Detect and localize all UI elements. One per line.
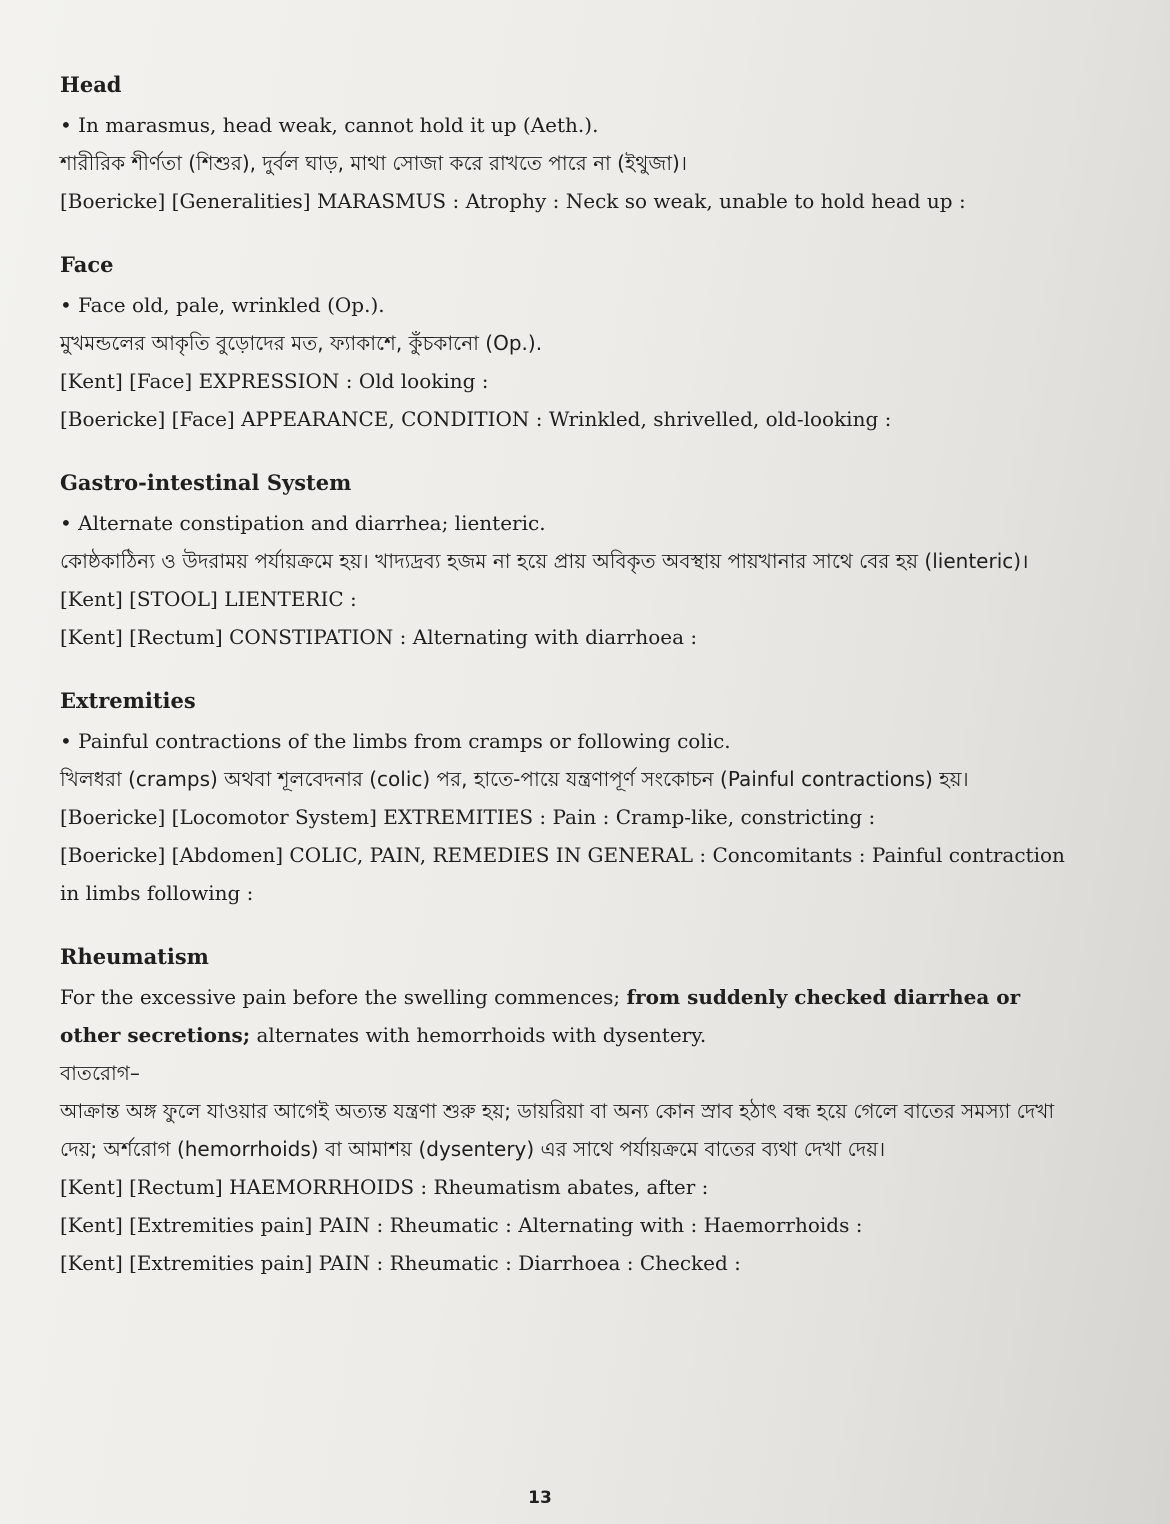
face-bullet: • Face old, pale, wrinkled (Op.).: [60, 286, 1080, 324]
head-bullet: • In marasmus, head weak, cannot hold it up (Aeth.).: [60, 106, 1080, 144]
rheumatism-intro: [60, 978, 1080, 1054]
rheumatism-bengali: আক্রান্ত অঙ্গ ফুলে যাওয়ার আগেই অত্যন্ত যন্ত্রণা শুরু হয়; ডায়রিয়া বা অন্য কোন স্রাব হঠাৎ বন্ধ হয়ে গেলে বাতের সমস্যা দেখা দেয়; অর্শরোগ (hemorrhoids) বা আমাশয় (dysentery) এর সাথে পর্যায়ক্রমে বাতের ব্যথা দেখা দেয়।: [60, 1099, 1055, 1161]
head-bengali: শারীরিক শীর্ণতা (শিশুর), দুর্বল ঘাড়, মাথা সোজা করে রাখতে পারে না (ইথুজা)।: [60, 151, 687, 175]
section-title-gastro: Gastro-intestinal System: [60, 470, 352, 495]
extremities-ref-1: [Boericke] [Locomotor System] EXTREMITIES : Pain : Cramp-like, constricting :: [60, 805, 876, 829]
rheumatism-ref-2: [Kent] [Extremities pain] PAIN : Rheumatic : Alternating with : Haemorrhoids :: [60, 1213, 863, 1237]
gastro-ref-1: [Kent] [STOOL] LIENTERIC :: [60, 587, 357, 611]
extremities-bullet: • Painful contractions of the limbs from cramps or following colic.: [60, 722, 1080, 760]
section-title-head: Head: [60, 72, 122, 97]
section-head: [60, 70, 1080, 220]
gastro-bullet: • Alternate constipation and diarrhea; lienteric.: [60, 504, 1080, 542]
section-title-rheumatism: Rheumatism: [60, 944, 209, 969]
section-title-face: Face: [60, 252, 114, 277]
page-number: 13: [528, 1488, 552, 1508]
face-ref-1: [Kent] [Face] EXPRESSION : Old looking :: [60, 369, 489, 393]
section-title-extremities: Extremities: [60, 688, 196, 713]
rheumatism-bengali-heading: বাতরোগ–: [60, 1061, 140, 1085]
section-face: [60, 250, 1080, 438]
rheumatism-ref-3: [Kent] [Extremities pain] PAIN : Rheumatic : Diarrhoea : Checked :: [60, 1251, 741, 1275]
face-ref-2: [Boericke] [Face] APPEARANCE, CONDITION : Wrinkled, shrivelled, old-looking :: [60, 407, 892, 431]
gastro-bengali: কোষ্ঠকাঠিন্য ও উদরাময় পর্যায়ক্রমে হয়। খাদ্যদ্রব্য হজম না হয়ে প্রায় অবিকৃত অবস্থায় পায়খানার সাথে বের হয় (lienteric)।: [60, 549, 1029, 573]
section-gastro: [60, 468, 1080, 656]
rheumatism-intro-part-1: For the excessive pain before the swelling commences;: [60, 985, 627, 1009]
rheumatism-intro-part-2: alternates with hemorrhoids with dysentery.: [250, 1023, 707, 1047]
extremities-ref-2: [Boericke] [Abdomen] COLIC, PAIN, REMEDIES IN GENERAL : Concomitants : Painful contraction in limbs following :: [60, 843, 1065, 905]
rheumatism-intro-bold: from suddenly checked diarrhea or other secretions;: [60, 985, 1021, 1047]
section-extremities: [60, 686, 1080, 912]
head-ref-1: [Boericke] [Generalities] MARASMUS : Atrophy : Neck so weak, unable to hold head up :: [60, 189, 966, 213]
extremities-bengali: খিলধরা (cramps) অথবা শূলবেদনার (colic) পর, হাতে-পায়ে যন্ত্রণাপূর্ণ সংকোচন (Painful contractions) হয়।: [60, 767, 969, 791]
gastro-ref-2: [Kent] [Rectum] CONSTIPATION : Alternating with diarrhoea :: [60, 625, 698, 649]
rheumatism-ref-1: [Kent] [Rectum] HAEMORRHOIDS : Rheumatism abates, after :: [60, 1175, 709, 1199]
face-bengali: মুখমন্ডলের আকৃতি বুড়োদের মত, ফ্যাকাশে, কুঁচকানো (Op.).: [60, 331, 543, 355]
section-rheumatism: [60, 942, 1080, 1282]
